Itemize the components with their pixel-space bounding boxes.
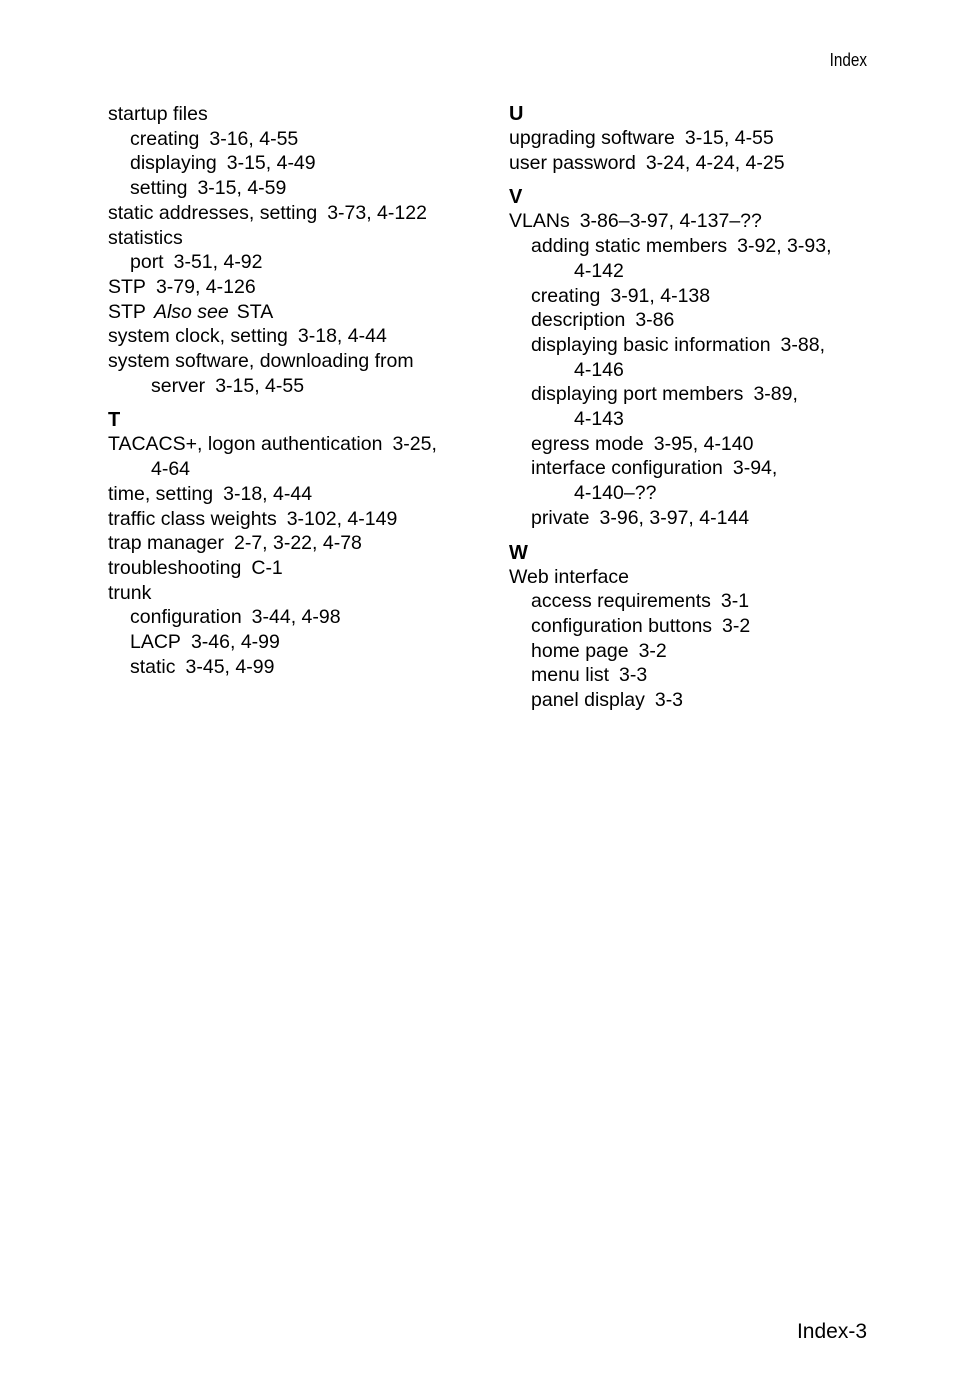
- page-ref: 2-7, 3-22, 4-78: [233, 532, 362, 555]
- page-ref: 3-88,: [780, 333, 825, 356]
- index-subentry: [108, 151, 498, 176]
- section-letter: U: [509, 103, 524, 125]
- index-entry: [108, 102, 498, 127]
- entry-term: port: [130, 251, 164, 274]
- index-entry: [108, 324, 498, 349]
- page-ref: 3-2: [638, 639, 667, 662]
- section-letter: T: [108, 409, 121, 432]
- index-entry: [108, 226, 498, 251]
- page-ref: 3-2: [722, 614, 751, 637]
- entry-term: STP: [108, 300, 146, 323]
- page-ref: 3-102, 4-149: [286, 507, 398, 530]
- index-subentry: [509, 456, 869, 481]
- index-entry: [509, 565, 869, 590]
- entry-term: VLANs: [509, 210, 570, 233]
- page-ref: 3-45, 4-99: [185, 655, 275, 678]
- running-head: Index: [829, 50, 867, 70]
- page-ref: 3-18, 4-44: [223, 482, 313, 505]
- index-entry-continuation: [509, 358, 869, 383]
- entry-term: static addresses, setting: [108, 201, 318, 224]
- page-ref: 3-44, 4-98: [251, 606, 341, 629]
- entry-term: creating: [531, 284, 601, 307]
- index-subentry: [108, 630, 498, 655]
- index-entry: [509, 151, 869, 176]
- page-ref: 4-64: [151, 458, 191, 481]
- entry-term: LACP: [130, 631, 181, 654]
- section-letter: V: [509, 186, 523, 209]
- entry-term: server: [151, 374, 206, 397]
- page-ref: 3-15, 4-49: [226, 152, 316, 175]
- entry-term: panel display: [531, 689, 645, 712]
- page-ref: 3-25,: [392, 433, 437, 456]
- entry-term: setting: [130, 177, 188, 200]
- index-entry: [108, 482, 498, 507]
- index-subentry: [509, 333, 869, 358]
- page-ref: 3-16, 4-55: [209, 127, 299, 150]
- entry-term: menu list: [531, 664, 610, 687]
- page-ref: 3-94,: [732, 457, 778, 480]
- index-entry: [108, 275, 498, 300]
- page-ref: 4-140–??: [574, 482, 657, 505]
- entry-term: adding static members: [531, 235, 728, 258]
- page-ref: 4-142: [574, 259, 624, 282]
- entry-term: private: [531, 506, 590, 529]
- index-entry: [108, 201, 498, 226]
- entry-term: displaying: [130, 152, 217, 175]
- page-ref: 3-96, 3-97, 4-144: [599, 506, 750, 529]
- index-entry-continuation: [108, 457, 498, 482]
- page-ref: 3-46, 4-99: [190, 631, 280, 654]
- entry-term: creating: [130, 127, 200, 150]
- index-subentry: [509, 688, 869, 713]
- index-entry-continuation: [509, 481, 869, 506]
- entry-term: system clock, setting: [108, 325, 288, 348]
- index-entry: [108, 531, 498, 556]
- entry-term: user password: [509, 151, 636, 174]
- page-ref: 3-15, 4-59: [197, 177, 287, 200]
- entry-term: trap manager: [108, 532, 224, 555]
- page-ref: 3-95, 4-140: [653, 432, 754, 455]
- section-letter: W: [509, 541, 528, 564]
- page-ref: 3-24, 4-24, 4-25: [645, 151, 785, 174]
- index-subentry: [509, 308, 869, 333]
- entry-term: STP: [108, 275, 146, 298]
- index-subentry: [108, 655, 498, 680]
- entry-term: trunk: [108, 581, 152, 604]
- entry-term: interface configuration: [531, 457, 723, 480]
- index-column-left: [108, 102, 498, 679]
- index-entry-continuation: [509, 259, 869, 284]
- index-subentry: [108, 605, 498, 630]
- entry-term: traffic class weights: [108, 507, 277, 530]
- page-ref: C-1: [251, 556, 283, 579]
- index-column-right: [509, 102, 869, 713]
- index-entry: [509, 126, 869, 151]
- page-ref: 3-89,: [753, 383, 798, 406]
- page-ref: 3-3: [619, 664, 648, 687]
- index-subentry: [509, 234, 869, 259]
- entry-term: displaying port members: [531, 383, 744, 406]
- entry-term: troubleshooting: [108, 556, 242, 579]
- index-entry: [108, 300, 498, 325]
- index-subentry: [509, 589, 869, 614]
- cross-reference: STA: [236, 300, 274, 323]
- page-ref: 3-79, 4-126: [155, 275, 256, 298]
- page-ref: 3-3: [654, 689, 684, 712]
- entry-term: startup files: [108, 103, 208, 125]
- index-subentry: [509, 639, 869, 664]
- entry-term: Web interface: [509, 565, 629, 588]
- index-entry: [108, 349, 498, 374]
- entry-term: configuration: [130, 606, 242, 629]
- entry-term: time, setting: [108, 482, 214, 505]
- entry-term: displaying basic information: [531, 333, 771, 356]
- entry-term: access requirements: [531, 590, 711, 613]
- also-see-label: Also see: [153, 300, 229, 323]
- entry-term: configuration buttons: [531, 614, 713, 637]
- entry-term: upgrading software: [509, 127, 675, 149]
- index-entry: [108, 507, 498, 532]
- index-entry-continuation: [108, 374, 498, 399]
- index-entry: [108, 432, 498, 457]
- index-subentry: [509, 284, 869, 309]
- page-ref: 3-1: [720, 590, 750, 613]
- entry-term: statistics: [108, 226, 183, 249]
- index-entry: [108, 556, 498, 581]
- index-entry-continuation: [509, 407, 869, 432]
- page-ref: 3-51, 4-92: [173, 251, 263, 274]
- page-number: Index-3: [796, 1320, 867, 1343]
- index-subentry: [509, 432, 869, 457]
- entry-term: egress mode: [531, 432, 644, 455]
- page-ref: 3-92, 3-93,: [737, 235, 832, 258]
- page-ref: 3-15, 4-55: [215, 374, 305, 397]
- page-ref: 3-18, 4-44: [297, 325, 387, 348]
- entry-term: home page: [531, 639, 629, 662]
- page-ref: 3-91, 4-138: [610, 284, 711, 307]
- index-subentry: [108, 250, 498, 275]
- page-ref: 3-73, 4-122: [327, 201, 427, 224]
- index-entry: [108, 581, 498, 606]
- page-ref: 3-86: [635, 309, 675, 332]
- page-ref: 4-143: [574, 408, 624, 431]
- index-subentry: [509, 614, 869, 639]
- entry-term: description: [531, 309, 626, 332]
- page-ref: 3-86–3-97, 4-137–??: [579, 210, 762, 233]
- index-subentry: [509, 663, 869, 688]
- index-subentry: [509, 506, 869, 531]
- entry-term: TACACS+, logon authentication: [108, 433, 383, 456]
- entry-term: static: [130, 655, 176, 678]
- index-entry: [509, 209, 869, 234]
- index-subentry: [509, 382, 869, 407]
- page-ref: 4-146: [574, 358, 624, 381]
- index-subentry: [108, 127, 498, 152]
- index-subentry: [108, 176, 498, 201]
- page-ref: 3-15, 4-55: [684, 127, 774, 149]
- entry-term: system software, downloading from: [108, 350, 414, 373]
